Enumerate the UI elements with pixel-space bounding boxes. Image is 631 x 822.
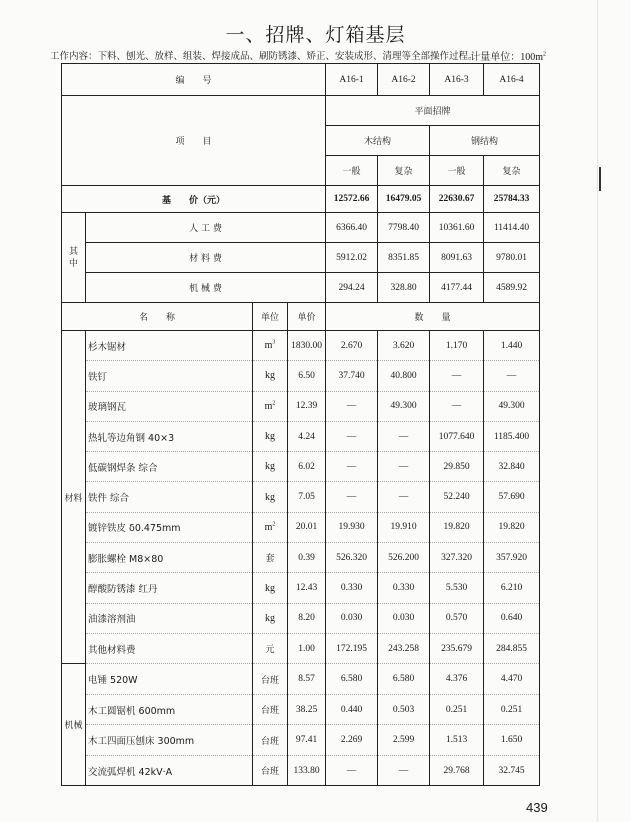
quantity-cell: — [430, 391, 484, 421]
machinery-row [62, 694, 540, 725]
cost-label: 人 工 费 [86, 213, 326, 243]
quantity-cell: — [326, 755, 378, 786]
resource-name: 醇酸防锈漆 红丹 [86, 573, 253, 603]
machinery-row [62, 725, 540, 756]
quantity-cell: 284.855 [484, 633, 540, 663]
base-price-cell: 12572.66 [326, 186, 378, 213]
quantity-cell: 1.440 [484, 331, 540, 361]
cost-cell: 8091.63 [430, 243, 484, 273]
quantity-cell: 1.170 [430, 331, 484, 361]
cost-label: 机 械 费 [86, 273, 326, 303]
quantity-cell: 0.251 [430, 694, 484, 725]
quantity-cell: 357.920 [484, 543, 540, 573]
resource-unit [253, 391, 288, 421]
quantity-cell: 1.513 [430, 725, 484, 756]
cost-cell: 11414.40 [484, 213, 540, 243]
quantity-cell: 4.376 [430, 664, 484, 695]
category-row [62, 96, 540, 126]
unit-text: m [264, 400, 273, 412]
base-price-cell: 22630.67 [430, 186, 484, 213]
resource-name: 玻璃钢瓦 [86, 391, 253, 421]
unit-text: kg [265, 370, 275, 382]
quantity-cell: 2.599 [378, 725, 430, 756]
quantity-cell: 52.240 [430, 482, 484, 512]
page-number: 439 [526, 800, 548, 815]
quantity-cell: — [430, 361, 484, 391]
quantity-cell: 32.745 [484, 755, 540, 786]
unit-price: 4.24 [288, 421, 326, 451]
machinery-row [62, 664, 540, 695]
cost-row [62, 243, 540, 273]
unit-text: m [264, 521, 273, 533]
unit-text: 套 [265, 554, 275, 565]
quantity-cell: 6.210 [484, 573, 540, 603]
material-row [62, 633, 540, 663]
of-which-label: 其中 [62, 213, 86, 303]
resource-name: 杉木锯材 [86, 331, 253, 361]
resource-unit [253, 694, 288, 725]
resource-unit [253, 664, 288, 695]
unit-text: kg [265, 431, 275, 443]
cost-row [62, 273, 540, 303]
material-row [62, 543, 540, 573]
unit-price: 6.02 [288, 452, 326, 482]
quantity-cell: 526.320 [326, 543, 378, 573]
quantity-cell: 0.330 [378, 573, 430, 603]
resource-unit [253, 421, 288, 451]
quantity-cell: — [378, 421, 430, 451]
quantity-cell: 327.320 [430, 543, 484, 573]
unit-text: kg [265, 491, 275, 503]
cost-cell: 4589.92 [484, 273, 540, 303]
base-price-label: 基 价（元） [62, 186, 326, 213]
price-header: 单价 [288, 303, 326, 331]
material-row [62, 482, 540, 512]
unit-price: 8.57 [288, 664, 326, 695]
quantity-cell: 19.820 [484, 512, 540, 542]
cost-cell: 294.24 [326, 273, 378, 303]
quantity-cell: 243.258 [378, 633, 430, 663]
unit-text: 台班 [260, 767, 279, 778]
resource-unit [253, 543, 288, 573]
quantity-cell: 0.440 [326, 694, 378, 725]
work-content-line [50, 48, 546, 62]
unit-text: 台班 [260, 706, 279, 717]
cost-cell: 4177.44 [430, 273, 484, 303]
unit-price: 38.25 [288, 694, 326, 725]
complexity-cell: 复杂 [378, 156, 430, 186]
quantity-cell: 0.503 [378, 694, 430, 725]
quantity-cell: 0.330 [326, 573, 378, 603]
section-title: 一、招牌、灯箱基层 [225, 24, 406, 46]
resource-name: 膨胀螺栓 M8×80 [86, 543, 253, 573]
unit-price: 12.39 [288, 391, 326, 421]
quantity-cell: — [378, 482, 430, 512]
quantity-cell: 0.640 [484, 603, 540, 633]
resource-name: 镀锌铁皮 δ0.475mm [86, 512, 253, 542]
quantity-cell: 235.679 [430, 633, 484, 663]
quantity-cell: 526.200 [378, 543, 430, 573]
quantity-cell: 49.300 [378, 391, 430, 421]
materials-group-label: 材料 [62, 331, 86, 664]
item-label: 项 目 [62, 96, 326, 186]
cost-row [62, 213, 540, 243]
name-header: 名 称 [62, 303, 253, 331]
quantity-cell: — [326, 391, 378, 421]
material-row [62, 391, 540, 421]
resource-unit [253, 633, 288, 663]
cost-cell: 328.80 [378, 273, 430, 303]
unit-superscript: 2 [272, 400, 276, 407]
unit-sup: 2 [543, 51, 546, 58]
code-cell: A16-1 [326, 64, 378, 96]
quantity-cell: 1077.640 [430, 421, 484, 451]
quantity-cell: 19.820 [430, 512, 484, 542]
quantity-cell: 6.580 [378, 664, 430, 695]
complexity-cell: 一般 [326, 156, 378, 186]
quantity-cell: — [378, 755, 430, 786]
unit-text: 台班 [260, 736, 279, 747]
quantity-cell: 57.690 [484, 482, 540, 512]
resource-unit [253, 755, 288, 786]
structure-cell: 钢结构 [430, 126, 540, 156]
unit-price: 97.41 [288, 725, 326, 756]
unit-text: kg [265, 461, 275, 473]
unit-superscript: 2 [272, 521, 276, 528]
base-price-row [62, 186, 540, 213]
measurement-unit [470, 48, 546, 63]
base-price-cell: 25784.33 [484, 186, 540, 213]
unit-price: 0.39 [288, 543, 326, 573]
resource-unit [253, 573, 288, 603]
unit-text: 台班 [260, 675, 279, 686]
quantity-cell: 2.269 [326, 725, 378, 756]
quantity-cell: 29.768 [430, 755, 484, 786]
quantity-cell: 172.195 [326, 633, 378, 663]
unit-text: m [264, 340, 273, 352]
machinery-row [62, 755, 540, 786]
machinery-group-label: 机械 [62, 664, 86, 786]
material-row [62, 361, 540, 391]
complexity-cell: 一般 [430, 156, 484, 186]
quantity-cell: 6.580 [326, 664, 378, 695]
material-row [62, 421, 540, 451]
material-row [62, 573, 540, 603]
quantity-cell: 2.670 [326, 331, 378, 361]
resource-name: 热轧等边角钢 40×3 [86, 421, 253, 451]
material-row [62, 512, 540, 542]
quantity-cell: 0.570 [430, 603, 484, 633]
unit-price: 6.50 [288, 361, 326, 391]
quota-table [61, 63, 540, 786]
cost-cell: 7798.40 [378, 213, 430, 243]
unit-superscript: 3 [272, 339, 276, 346]
resource-name: 铁件 综合 [86, 482, 253, 512]
quantity-cell: 37.740 [326, 361, 378, 391]
resource-name: 电锤 520W [86, 664, 253, 695]
resource-name: 木工圆锯机 600mm [86, 694, 253, 725]
resource-name: 交流弧焊机 42kV·A [86, 755, 253, 786]
name-header-row [62, 303, 540, 331]
quantity-cell: — [378, 452, 430, 482]
category-cell: 平面招牌 [326, 96, 540, 126]
complexity-cell: 复杂 [484, 156, 540, 186]
unit-price: 1.00 [288, 633, 326, 663]
cost-cell: 5912.02 [326, 243, 378, 273]
quantity-cell: 32.840 [484, 452, 540, 482]
cost-label: 材 料 费 [86, 243, 326, 273]
quantity-cell: 40.800 [378, 361, 430, 391]
quantity-cell: 0.030 [326, 603, 378, 633]
quantity-cell: — [326, 452, 378, 482]
unit-text: kg [265, 582, 275, 594]
quantity-cell: 1185.400 [484, 421, 540, 451]
unit-text: kg [265, 612, 275, 624]
resource-unit [253, 512, 288, 542]
quantity-cell: — [326, 482, 378, 512]
resource-unit [253, 331, 288, 361]
quantity-cell: 3.620 [378, 331, 430, 361]
cost-cell: 8351.85 [378, 243, 430, 273]
quantity-header: 数 量 [326, 303, 540, 331]
quantity-cell: 29.850 [430, 452, 484, 482]
code-cell: A16-4 [484, 64, 540, 96]
cost-cell: 10361.60 [430, 213, 484, 243]
code-cell: A16-3 [430, 64, 484, 96]
resource-name: 其他材料费 [86, 633, 253, 663]
quantity-cell: 0.251 [484, 694, 540, 725]
resource-name: 铁钉 [86, 361, 253, 391]
cost-cell: 6366.40 [326, 213, 378, 243]
unit-price: 12.43 [288, 573, 326, 603]
cost-cell: 9780.01 [484, 243, 540, 273]
unit-header: 单位 [253, 303, 288, 331]
unit-label: 计量单位：100m [470, 52, 543, 63]
resource-name: 油漆溶剂油 [86, 603, 253, 633]
unit-price: 133.80 [288, 755, 326, 786]
quantity-cell: 19.930 [326, 512, 378, 542]
quantity-cell: 0.030 [378, 603, 430, 633]
page-gutter-line [597, 0, 598, 822]
unit-price: 1830.00 [288, 331, 326, 361]
code-cell: A16-2 [378, 64, 430, 96]
material-row [62, 331, 540, 361]
quantity-cell: 4.470 [484, 664, 540, 695]
resource-unit [253, 482, 288, 512]
work-content: 工作内容：下料、刨光、放样、组装、焊接成品、刷防锈漆、矫正、安装成形、清理等全部操作过程。 [50, 51, 478, 62]
resource-name: 低碳钢焊条 综合 [86, 452, 253, 482]
base-price-cell: 16479.05 [378, 186, 430, 213]
code-row [62, 64, 540, 96]
material-row [62, 603, 540, 633]
code-label: 编 号 [62, 64, 326, 96]
resource-unit [253, 361, 288, 391]
material-row [62, 452, 540, 482]
resource-unit [253, 452, 288, 482]
unit-text: 元 [265, 645, 275, 656]
unit-price: 7.05 [288, 482, 326, 512]
quantity-cell: 5.530 [430, 573, 484, 603]
quantity-cell: — [326, 421, 378, 451]
quantity-cell: 19.910 [378, 512, 430, 542]
quantity-cell: — [484, 361, 540, 391]
quantity-cell: 49.300 [484, 391, 540, 421]
resource-name: 木工四面压刨床 300mm [86, 725, 253, 756]
unit-price: 8.20 [288, 603, 326, 633]
structure-cell: 木结构 [326, 126, 430, 156]
quantity-cell: 1.650 [484, 725, 540, 756]
unit-price: 20.01 [288, 512, 326, 542]
resource-unit [253, 725, 288, 756]
page-edge-mark [599, 167, 601, 191]
resource-unit [253, 603, 288, 633]
